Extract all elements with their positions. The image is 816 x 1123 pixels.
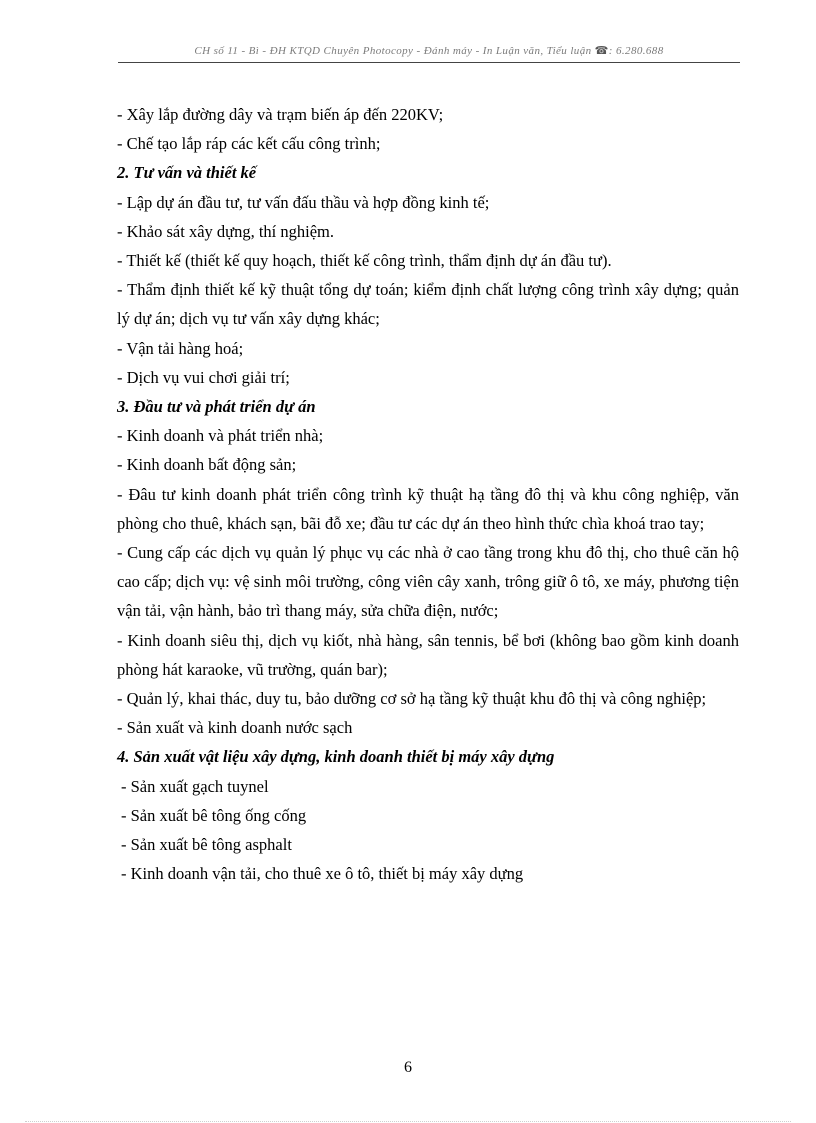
list-item: - Xây lắp đường dây và trạm biến áp đến 220KV; xyxy=(117,105,444,124)
list-item: - Cung cấp các dịch vụ quản lý phục vụ các nhà ở cao tầng trong khu đô thị, cho thuê căn hộ cao cấp; dịch vụ: vệ sinh môi trường, công viên cây xanh, trông giữ ô tô, xe máy, phương tiện vận tải, vận hành, bảo trì thang máy, sửa chữa điện, nước; xyxy=(117,543,739,621)
list-item: - Vận tải hàng hoá; xyxy=(117,338,244,358)
header-text: CH số 11 - Bì - ĐH KTQD Chuyên Photocopy - Đánh máy - In Luận văn, Tiểu luận xyxy=(194,45,592,57)
footer-rule xyxy=(25,1121,791,1122)
page-number: 6 xyxy=(404,1059,412,1076)
list-item: - Quản lý, khai thác, duy tu, bảo dưỡng cơ sở hạ tầng kỹ thuật khu đô thị và công nghiệp; xyxy=(117,689,707,709)
list-item: - Dịch vụ vui chơi giải trí; xyxy=(117,367,290,387)
list-item: - Sản xuất bê tông asphalt xyxy=(121,835,292,855)
list-item: - Kinh doanh siêu thị, dịch vụ kiốt, nhà hàng, sân tennis, bể bơi (không bao gồm kinh doanh phòng hát karaoke, vũ trường, quán bar); xyxy=(117,630,739,679)
section-heading: 3. Đầu tư và phát triển dự án xyxy=(117,397,316,417)
list-item: - Đâu tư kinh doanh phát triển công trình kỹ thuật hạ tầng đô thị và khu công nghiệp, văn phòng cho thuê, khách sạn, bãi đỗ xe; đầu tư các dự án theo hình thức chìa khoá trao tay; xyxy=(117,484,739,533)
phone-icon: ☎ xyxy=(594,45,609,57)
list-item: - Sản xuất bê tông ống cống xyxy=(121,805,307,825)
list-item: - Chế tạo lắp ráp các kết cấu công trình; xyxy=(117,134,381,154)
header-rule xyxy=(118,62,740,63)
list-item: - Thiết kế (thiết kế quy hoạch, thiết kế công trình, thẩm định dự án đầu tư). xyxy=(117,251,612,271)
header-phone: : 6.280.688 xyxy=(608,45,664,57)
list-item: - Lập dự án đầu tư, tư vấn đấu thầu và hợp đồng kinh tế; xyxy=(117,192,490,212)
list-item: - Thẩm định thiết kế kỹ thuật tổng dự toán; kiểm định chất lượng công trình xây dựng; quản lý dự án; dịch vụ tư vấn xây dựng khác; xyxy=(117,280,739,329)
section-heading: 4. Sản xuất vật liệu xây dựng, kinh doanh thiết bị máy xây dựng xyxy=(117,747,555,767)
document-body xyxy=(117,100,739,888)
list-item: - Sản xuất và kinh doanh nước sạch xyxy=(117,718,353,738)
section-heading: 2. Tư vấn và thiết kế xyxy=(117,163,257,183)
list-item: - Kinh doanh và phát triển nhà; xyxy=(117,426,324,446)
list-item: - Khảo sát xây dựng, thí nghiệm. xyxy=(117,221,334,241)
list-item: - Kinh doanh vận tải, cho thuê xe ô tô, thiết bị máy xây dựng xyxy=(121,864,524,884)
page-header xyxy=(118,44,740,57)
list-item: - Sản xuất gạch tuynel xyxy=(121,776,269,796)
list-item: - Kinh doanh bất động sản; xyxy=(117,455,297,475)
